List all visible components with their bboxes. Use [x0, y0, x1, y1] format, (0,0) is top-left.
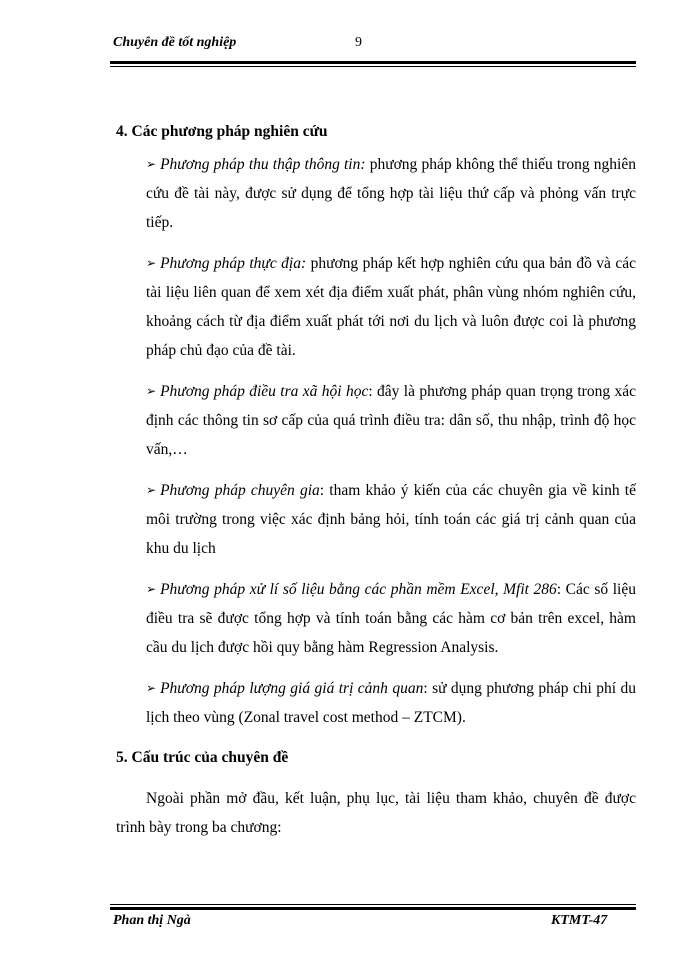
section-4-heading: 4. Các phương pháp nghiên cứu	[116, 123, 328, 140]
method-item	[116, 575, 636, 662]
method-description: : sử dụng phương pháp chi phí du lịch theo vùng (Zonal travel cost method – ZTCM).	[146, 680, 636, 726]
section-5-intro: Ngoài phần mở đầu, kết luận, phụ lục, tài liệu tham khảo, chuyên đề được trình bày trong ba chương:	[116, 790, 636, 836]
footer-class-code: KTMT-47	[551, 913, 608, 928]
method-item	[116, 674, 636, 732]
method-item	[116, 476, 636, 563]
header-divider-thin	[110, 66, 636, 67]
method-name: Phương pháp thực địa:	[160, 255, 307, 272]
method-name: Phương pháp lượng giá giá trị cảnh quan	[160, 680, 424, 697]
method-description: phương pháp kết hợp nghiên cứu qua bản đồ và các tài liệu liên quan để xem xét địa điểm xuất phát, phân vùng nhóm nghiên cứu, khoảng cách từ địa điểm xuất phát tới nơi du lịch và luôn được coi là phương pháp chủ đạo của đề tài.	[146, 255, 636, 359]
document-body	[116, 118, 636, 842]
method-name: Phương pháp chuyên gia	[160, 482, 320, 499]
method-description: phương pháp không thể thiếu trong nghiên cứu đề tài này, được sử dụng để tổng hợp tài liệu thứ cấp và phỏng vấn trực tiếp.	[146, 156, 636, 231]
footer-divider-thick	[110, 907, 636, 910]
footer-divider-thin	[110, 904, 636, 905]
method-description: : đây là phương pháp quan trọng trong xác định các thông tin sơ cấp của quá trình điều tra: dân số, thu nhập, trình độ học vấn,…	[146, 383, 636, 458]
method-item	[116, 249, 636, 365]
method-item	[116, 377, 636, 464]
header-divider-thick	[110, 61, 636, 64]
arrow-bullet-icon: ➢	[146, 681, 157, 695]
arrow-bullet-icon: ➢	[146, 384, 157, 398]
method-name: Phương pháp thu thập thông tin:	[160, 156, 366, 173]
header-title: Chuyên đề tốt nghiệp	[113, 35, 237, 50]
method-item	[116, 150, 636, 237]
arrow-bullet-icon: ➢	[146, 483, 157, 497]
page-number: 9	[355, 35, 362, 50]
method-description: : tham khảo ý kiến của các chuyên gia về kinh tế môi trường trong việc xác định bảng hỏi, tính toán các giá trị cảnh quan của khu du lịch	[146, 482, 636, 557]
arrow-bullet-icon: ➢	[146, 582, 157, 596]
arrow-bullet-icon: ➢	[146, 256, 157, 270]
method-name: Phương pháp điều tra xã hội học	[160, 383, 369, 400]
section-5-heading: 5. Cấu trúc của chuyên đề	[116, 749, 289, 766]
method-name: Phương pháp xử lí số liệu bằng các phần mềm Excel, Mfit 286	[160, 581, 557, 598]
method-description: : Các số liệu điều tra sẽ được tổng hợp và tính toán bằng các hàm cơ bản trên excel, hàm cầu du lịch được hồi quy bằng hàm Regression Analysis.	[146, 581, 636, 656]
arrow-bullet-icon: ➢	[146, 157, 157, 171]
footer-author: Phan thị Ngà	[113, 913, 191, 928]
